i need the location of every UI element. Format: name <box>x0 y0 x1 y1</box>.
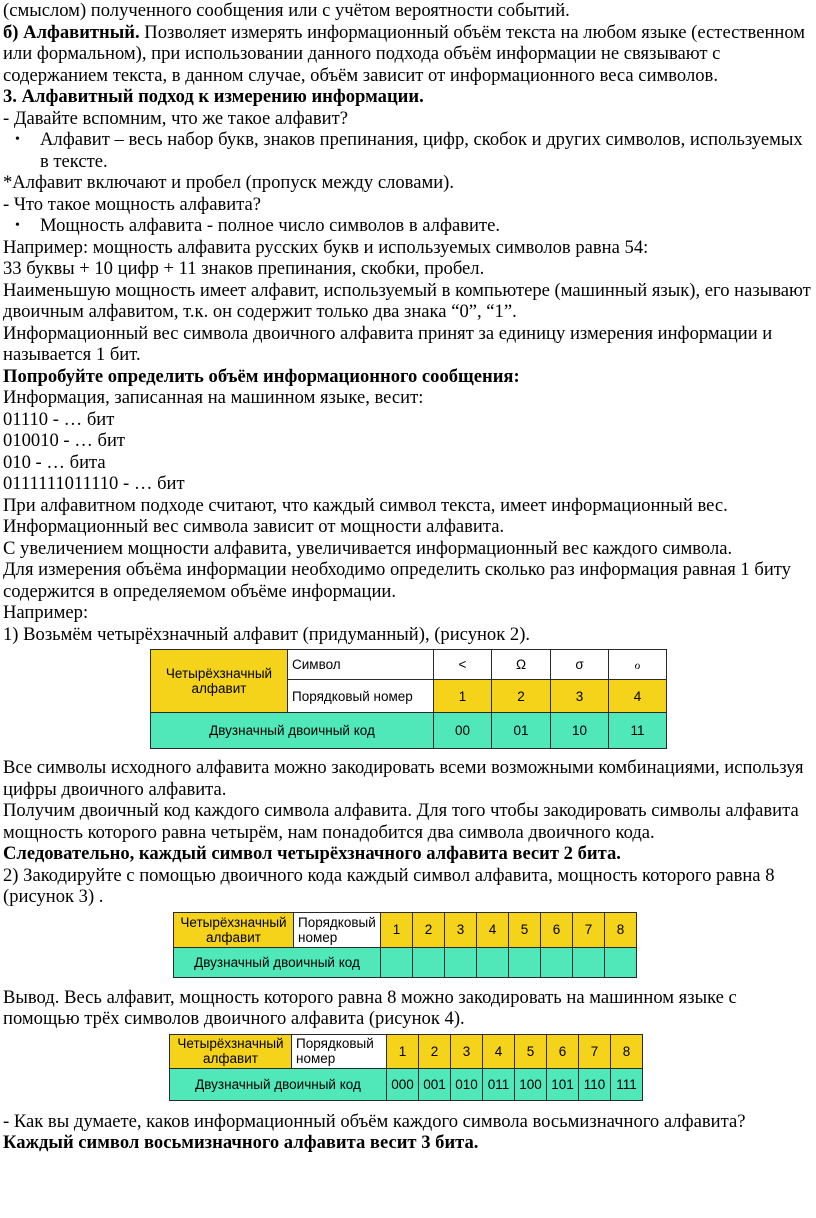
code-cell <box>445 947 477 977</box>
number-cell: 5 <box>509 912 541 947</box>
figure-3-table <box>173 912 811 978</box>
number-cell: 2 <box>419 1034 451 1068</box>
code-cell <box>381 947 413 977</box>
alphabet-label-cell: Четырёхзначный алфавит <box>151 650 288 713</box>
paragraph: Все символы исходного алфавита можно закодировать всеми возможными комбинациями, используя цифры двоичного алфавита. <box>3 757 804 800</box>
code-cell <box>605 947 637 977</box>
note: *Алфавит включают и пробел (пропуск между словами). <box>3 172 455 193</box>
code-cell <box>541 947 573 977</box>
order-label-cell: Порядковый номер <box>294 912 381 947</box>
paragraph: 2) Закодируйте с помощью двоичного кода каждый символ алфавита, мощность которого равна 8 (рисунок 3) . <box>3 864 775 907</box>
bullet-item: • Алфавит – весь набор букв, знаков препинания, цифр, скобок и других символов, используемых в тексте. <box>3 129 811 172</box>
code-cell <box>413 947 445 977</box>
code-cell: 10 <box>551 713 609 749</box>
number-cell: 8 <box>611 1034 643 1068</box>
number-cell: 6 <box>541 912 573 947</box>
code-cell: 111 <box>611 1068 643 1100</box>
symbol-label-cell: Символ <box>288 650 434 680</box>
figure-2-table <box>150 649 811 749</box>
number-cell: 1 <box>381 912 413 947</box>
code-cell: 110 <box>579 1068 611 1100</box>
paragraph-text: Позволяет измерять информационный объём текста на любом языке (естественном или формальном), при использовании данного подхода объём информации не связывают с содержанием текста, в данном случае, объём зависит от информационного веса символов. <box>3 21 806 86</box>
number-cell: 2 <box>492 680 551 713</box>
number-cell: 3 <box>451 1034 483 1068</box>
code-label-cell: Двузначный двоичный код <box>151 713 434 749</box>
paragraph: При алфавитном подходе считают, что каждый символ текста, имеет информационный вес. <box>3 494 728 516</box>
paragraph: С увеличением мощности алфавита, увеличивается информационный вес каждого символа. <box>3 537 733 559</box>
code-cell <box>573 947 605 977</box>
symbol-cell: σ <box>551 650 609 680</box>
symbol-cell: Ω <box>492 650 551 680</box>
paragraph: Информационный вес символа двоичного алфавита принят за единицу измерения информации и называется 1 бит. <box>3 322 773 365</box>
code-label-cell: Двузначный двоичный код <box>174 947 381 977</box>
number-cell: 7 <box>573 912 605 947</box>
number-cell: 1 <box>387 1034 419 1068</box>
paragraph: Для измерения объёма информации необходимо определить сколько раз информация равная 1 биту содержится в определяемом объёме информации. <box>3 559 791 602</box>
number-cell: 4 <box>483 1034 515 1068</box>
figure-4-table <box>169 1034 811 1101</box>
code-cell: 000 <box>387 1068 419 1100</box>
conclusion: Каждый символ восьмизначного алфавита весит 3 бита. <box>3 1132 479 1153</box>
order-label-cell: Порядковый номер <box>288 680 434 713</box>
paragraph: 33 буквы + 10 цифр + 11 знаков препинания, скобки, пробел. <box>3 258 485 279</box>
paragraph: Информация, записанная на машинном языке, весит: <box>3 387 424 408</box>
task-heading: Попробуйте определить объём информационного сообщения: <box>3 365 520 387</box>
section-heading: 3. Алфавитный подход к измерению информации. <box>3 86 424 107</box>
number-cell: 3 <box>445 912 477 947</box>
code-cell: 011 <box>483 1068 515 1100</box>
eight-symbol-code-table <box>169 1034 643 1101</box>
number-cell: 6 <box>547 1034 579 1068</box>
paragraph: 1) Возьмём четырёхзначный алфавит (придуманный), (рисунок 2). <box>3 623 531 645</box>
number-cell: 1 <box>434 680 492 713</box>
paragraph: Получим двоичный код каждого символа алфавита. Для того чтобы закодировать символы алфавита мощность которого равна четырём, нам понадобится два символа двоичного кода. <box>3 800 799 843</box>
order-label-cell: Порядковый номер <box>292 1034 387 1068</box>
code-cell: 100 <box>515 1068 547 1100</box>
number-cell: 2 <box>413 912 445 947</box>
code-line: 010 - … бита <box>3 451 106 473</box>
code-label-cell: Двузначный двоичный код <box>170 1068 387 1100</box>
code-cell <box>509 947 541 977</box>
paragraph: Например: <box>3 602 89 623</box>
paragraph: (смыслом) полученного сообщения или с учётом вероятности событий. <box>3 0 570 21</box>
number-cell: 4 <box>477 912 509 947</box>
code-cell <box>477 947 509 977</box>
symbol-cell: < <box>434 650 492 680</box>
four-symbol-alphabet-table <box>150 649 667 749</box>
code-cell: 11 <box>609 713 667 749</box>
number-cell: 8 <box>605 912 637 947</box>
bullet-list <box>3 129 811 172</box>
code-line: 010010 - … бит <box>3 430 126 451</box>
paragraph: Вывод. Весь алфавит, мощность которого равна 8 можно закодировать на машинном языке с помощью трёх символов двоичного алфавита (рисунок 4). <box>3 986 737 1029</box>
number-cell: 4 <box>609 680 667 713</box>
bullet-item: • Мощность алфавита - полное число символов в алфавите. <box>3 215 811 237</box>
question: - Что такое мощность алфавита? <box>3 193 262 215</box>
number-cell: 3 <box>551 680 609 713</box>
paragraph: Например: мощность алфавита русских букв и используемых символов равна 54: <box>3 236 649 258</box>
alphabet-label-cell: Четырёхзначный алфавит <box>170 1034 292 1068</box>
eight-symbol-empty-table <box>173 912 637 978</box>
number-cell: 5 <box>515 1034 547 1068</box>
paragraph <box>3 22 811 87</box>
number-cell: 7 <box>579 1034 611 1068</box>
code-cell: 101 <box>547 1068 579 1100</box>
conclusion: Следовательно, каждый символ четырёхзначного алфавита весит 2 бита. <box>3 843 621 864</box>
code-line: 01110 - … бит <box>3 408 115 430</box>
paragraph: Информационный вес символа зависит от мощности алфавита. <box>3 516 505 537</box>
question: - Давайте вспомним, что же такое алфавит? <box>3 107 348 129</box>
code-line: 0111111011110 - … бит <box>3 473 185 494</box>
alphabet-label-cell: Четырёхзначный алфавит <box>174 912 294 947</box>
document-body <box>3 0 811 1154</box>
code-cell: 00 <box>434 713 492 749</box>
bold-lead: б) Алфавитный. <box>3 21 140 43</box>
code-cell: 01 <box>492 713 551 749</box>
bullet-list <box>3 215 811 237</box>
paragraph: - Как вы думаете, каков информационный объём каждого символа восьмизначного алфавита? <box>3 1110 746 1132</box>
paragraph: Наименьшую мощность имеет алфавит, используемый в компьютере (машинный язык), его называют двоичным алфавитом, т.к. он содержит только два знака “0”, “1”. <box>3 279 811 322</box>
code-cell: 001 <box>419 1068 451 1100</box>
code-cell: 010 <box>451 1068 483 1100</box>
symbol-cell: ℴ <box>609 650 667 680</box>
